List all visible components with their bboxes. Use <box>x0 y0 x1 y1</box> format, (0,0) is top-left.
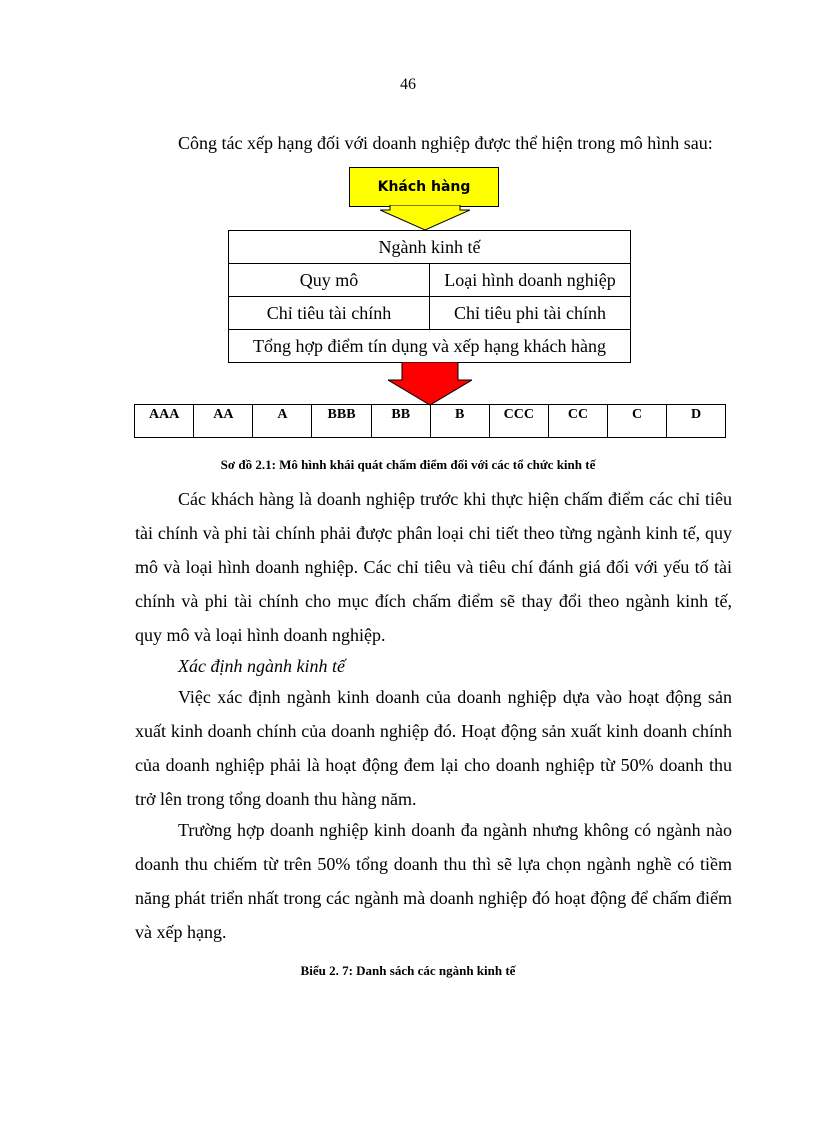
down-arrow-icon <box>380 205 470 231</box>
rating-cell: B <box>430 405 489 438</box>
paragraph-3 <box>135 813 732 949</box>
model-cell-financial: Chỉ tiêu tài chính <box>229 297 430 330</box>
rating-cell: BBB <box>312 405 371 438</box>
diagram-caption: Sơ đồ 2.1: Mô hình khái quát chấm điểm đối với các tổ chức kinh tế <box>220 457 596 472</box>
model-cell-size: Quy mô <box>229 264 430 297</box>
customer-box: Khách hàng <box>349 167 499 207</box>
rating-cell: CCC <box>489 405 548 438</box>
model-row-industry: Ngành kinh tế <box>229 231 631 264</box>
table-caption: Biểu 2. 7: Danh sách các ngành kinh tế <box>300 963 516 978</box>
paragraph-1-text: Các khách hàng là doanh nghiệp trước khi thực hiện chấm điểm các chỉ tiêu tài chính và phi tài chính phải được phân loại chi tiết theo từng ngành kinh tế, quy mô và loại hình doanh nghiệp. Các chỉ tiêu và tiêu chí đánh giá đối với yếu tố tài chính và phi tài chính cho mục đích chấm điểm sẽ thay đổi theo ngành kinh tế, quy mô và loại hình doanh nghiệp. <box>135 489 732 645</box>
model-cell-non-financial: Chỉ tiêu phi tài chính <box>430 297 631 330</box>
subheading: Xác định ngành kinh tế <box>178 656 345 676</box>
rating-cell: A <box>253 405 312 438</box>
paragraph-1 <box>135 482 732 652</box>
model-cell-business-type: Loại hình doanh nghiệp <box>430 264 631 297</box>
paragraph-3-text: Trường hợp doanh nghiệp kinh doanh đa ngành nhưng không có ngành nào doanh thu chiếm từ trên 50% tổng doanh thu thì sẽ lựa chọn ngành nghề có tiềm năng phát triển nhất trong các ngành mà doanh nghiệp đó hoạt động để chấm điểm và xếp hạng. <box>135 820 732 942</box>
rating-cell: AAA <box>135 405 194 438</box>
intro-text: Công tác xếp hạng đối với doanh nghiệp được thể hiện trong mô hình sau: <box>178 133 713 153</box>
paragraph-2-text: Việc xác định ngành kinh doanh của doanh nghiệp dựa vào hoạt động sản xuất kinh doanh chính của doanh nghiệp đó. Hoạt động sản xuất kinh doanh chính của doanh nghiệp phải là hoạt động đem lại cho doanh nghiệp từ 50% doanh thu trở lên trong tổng doanh thu hàng năm. <box>135 687 732 809</box>
model-table <box>228 230 631 363</box>
rating-cell: BB <box>371 405 430 438</box>
page-number: 46 <box>400 76 416 93</box>
rating-cell: D <box>667 405 726 438</box>
red-down-arrow-icon <box>388 362 472 406</box>
model-row-summary: Tổng hợp điểm tín dụng và xếp hạng khách hàng <box>229 330 631 363</box>
ratings-table <box>134 404 726 438</box>
paragraph-2 <box>135 680 732 816</box>
rating-cell: CC <box>548 405 607 438</box>
rating-cell: AA <box>194 405 253 438</box>
rating-cell: C <box>608 405 667 438</box>
